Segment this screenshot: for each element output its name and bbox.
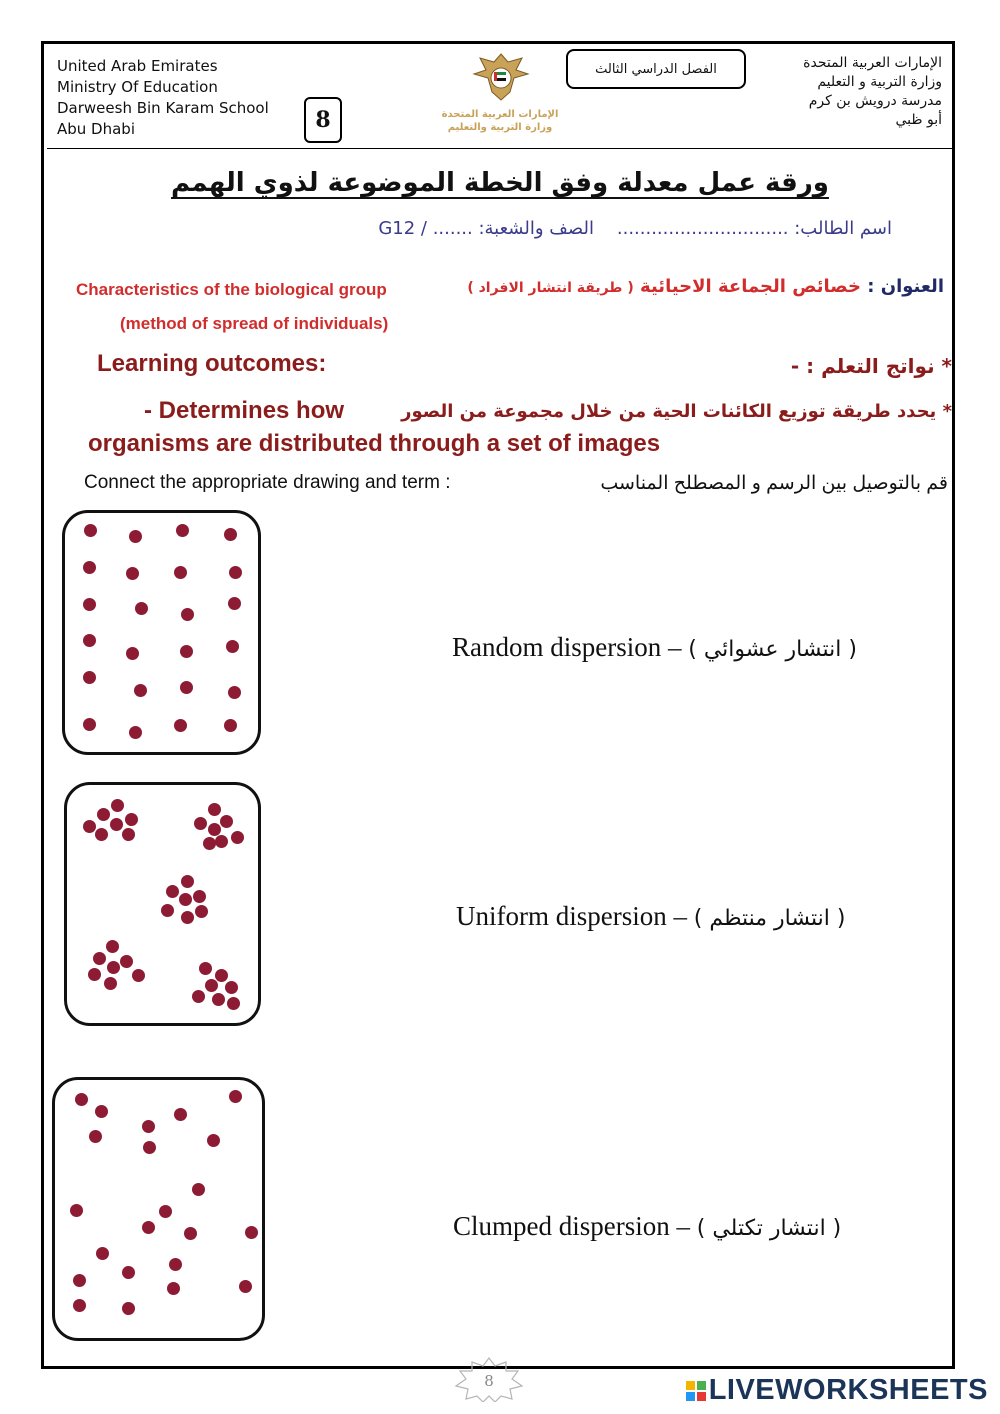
student-name-field[interactable]: اسم الطالب: .............................. <box>616 218 892 239</box>
organism-dot <box>122 1302 135 1315</box>
drawing-clumped-box[interactable] <box>64 782 261 1026</box>
organism-dot <box>89 1130 102 1143</box>
organism-dot <box>239 1280 252 1293</box>
emblem-caption: الإمارات العربية المتحدة وزارة التربية والتعليم <box>441 109 559 133</box>
objective-arabic: * يحدد طريقة توزيع الكائنات الحية من خلال مجموعة من الصور <box>401 401 952 422</box>
organism-dot <box>174 719 187 732</box>
organism-dot <box>83 634 96 647</box>
instruction-english: Connect the appropriate drawing and term : <box>84 472 451 493</box>
organism-dot <box>159 1205 172 1218</box>
organism-dot <box>229 1090 242 1103</box>
student-info <box>378 218 892 239</box>
organism-dot <box>125 813 138 826</box>
organism-dot <box>245 1226 258 1239</box>
organism-dot <box>129 726 142 739</box>
organism-dot <box>93 952 106 965</box>
organism-dot <box>174 1108 187 1121</box>
organism-dot <box>97 808 110 821</box>
organism-dot <box>225 981 238 994</box>
drawing-random-box[interactable] <box>52 1077 265 1341</box>
organism-dot <box>70 1204 83 1217</box>
page-number-box: 8 <box>304 97 342 143</box>
topic-arabic: العنوان : خصائص الجماعة الاحيائية ( طريقة انتشار الافراد ) <box>467 276 944 297</box>
organism-dot <box>176 524 189 537</box>
objective-english-line1: - Determines how <box>144 397 345 424</box>
organism-dot <box>212 993 225 1006</box>
organism-dot <box>203 837 216 850</box>
organism-dot <box>83 718 96 731</box>
organism-dot <box>111 799 124 812</box>
instruction <box>84 472 948 495</box>
organism-dot <box>228 597 241 610</box>
organism-dot <box>142 1221 155 1234</box>
objective-english-line2: organisms are distributed through a set of images <box>88 430 661 457</box>
organism-dot <box>166 885 179 898</box>
organism-dot <box>207 1134 220 1147</box>
organism-dot <box>132 969 145 982</box>
organism-dot <box>199 962 212 975</box>
organism-dot <box>83 820 96 833</box>
organism-dot <box>180 681 193 694</box>
organism-dot <box>224 719 237 732</box>
organism-dot <box>194 817 207 830</box>
topic-english-subtitle: (method of spread of individuals) <box>120 314 389 333</box>
organism-dot <box>179 893 192 906</box>
organism-dot <box>184 1227 197 1240</box>
header-school: Darweesh Bin Karam School <box>57 99 269 117</box>
organism-dot <box>208 823 221 836</box>
organism-dot <box>135 602 148 615</box>
header-country: United Arab Emirates <box>57 57 218 75</box>
organism-dot <box>174 566 187 579</box>
organism-dot <box>226 640 239 653</box>
term-label-box: الفصل الدراسي الثالث <box>566 49 746 89</box>
organism-dot <box>95 1105 108 1118</box>
organism-dot <box>104 977 117 990</box>
drawing-uniform-box[interactable] <box>62 510 261 755</box>
organism-dot <box>181 608 194 621</box>
term-random[interactable]: Random dispersion – ( انتشار عشوائي ) <box>452 632 857 662</box>
organism-dot <box>88 968 101 981</box>
term-clumped[interactable]: Clumped dispersion – ( انتشار تكتلي ) <box>453 1211 842 1241</box>
organism-dot <box>142 1120 155 1133</box>
header-arabic: الإمارات العربية المتحدة وزارة التربية و التعليم مدرسة درويش بن كرم أبو ظبي <box>803 55 942 128</box>
organism-dot <box>224 528 237 541</box>
organism-dot <box>73 1274 86 1287</box>
organism-dot <box>220 815 233 828</box>
learning-outcomes-arabic: * نواتج التعلم : - <box>790 354 952 378</box>
organism-dot <box>96 1247 109 1260</box>
organism-dot <box>95 828 108 841</box>
organism-dot <box>231 831 244 844</box>
learning-outcomes-english: Learning outcomes: <box>97 350 327 377</box>
organism-dot <box>83 671 96 684</box>
organism-dot <box>75 1093 88 1106</box>
organism-dot <box>83 598 96 611</box>
organism-dot <box>129 530 142 543</box>
organism-dot <box>192 990 205 1003</box>
page-badge-icon <box>448 1356 530 1402</box>
organism-dot <box>181 911 194 924</box>
organism-dot <box>134 684 147 697</box>
class-field[interactable]: الصف والشعبة: ....... / G12 <box>378 218 594 239</box>
organism-dot <box>110 818 123 831</box>
organism-dot <box>193 890 206 903</box>
organism-dot <box>215 969 228 982</box>
organism-dot <box>126 567 139 580</box>
liveworksheets-brand[interactable]: LIVEWORKSHEETS <box>686 1374 988 1407</box>
organism-dot <box>143 1141 156 1154</box>
term-uniform[interactable]: Uniform dispersion – ( انتشار منتظم ) <box>456 901 846 931</box>
header-ministry: Ministry Of Education <box>57 78 218 96</box>
instruction-arabic: قم بالتوصيل بين الرسم و المصطلح المناسب <box>600 473 948 494</box>
organism-dot <box>169 1258 182 1271</box>
organism-dot <box>227 997 240 1010</box>
organism-dot <box>228 686 241 699</box>
header-divider <box>47 148 953 149</box>
organism-dot <box>107 961 120 974</box>
organism-dot <box>181 875 194 888</box>
organism-dot <box>83 561 96 574</box>
organism-dot <box>106 940 119 953</box>
organism-dot <box>126 647 139 660</box>
organism-dot <box>122 1266 135 1279</box>
topic-english: Characteristics of the biological group <box>76 280 387 299</box>
liveworksheets-logo-icon <box>686 1381 706 1401</box>
page-badge-number: 8 <box>484 1372 494 1390</box>
worksheet-title: ورقة عمل معدلة وفق الخطة الموضوعة لذوي الهمم <box>171 168 829 198</box>
organism-dot <box>208 803 221 816</box>
organism-dot <box>195 905 208 918</box>
organism-dot <box>167 1282 180 1295</box>
organism-dot <box>122 828 135 841</box>
uae-emblem-icon <box>470 50 532 108</box>
organism-dot <box>229 566 242 579</box>
header-english <box>57 56 269 140</box>
organism-dot <box>192 1183 205 1196</box>
organism-dot <box>205 979 218 992</box>
organism-dot <box>180 645 193 658</box>
organism-dot <box>120 955 133 968</box>
organism-dot <box>73 1299 86 1312</box>
header-city: Abu Dhabi <box>57 120 135 138</box>
organism-dot <box>215 835 228 848</box>
organism-dot <box>84 524 97 537</box>
organism-dot <box>161 904 174 917</box>
